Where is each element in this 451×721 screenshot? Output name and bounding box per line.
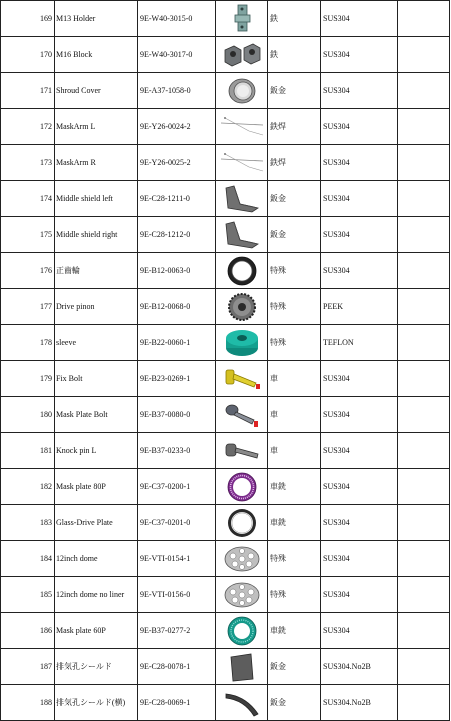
part-image (216, 1, 268, 37)
part-name: 12inch dome (55, 541, 138, 577)
item-number: 175 (1, 217, 55, 253)
part-image (216, 109, 268, 145)
table-row (1, 505, 450, 541)
process-type: 鈑金 (268, 181, 321, 217)
table-row (1, 325, 450, 361)
part-code: 9E-W40-3015-0 (138, 1, 216, 37)
mask-arm-icon (216, 115, 267, 139)
remarks-cell (398, 361, 450, 397)
plate-bolt-icon (216, 400, 267, 430)
item-number: 173 (1, 145, 55, 181)
material: SUS304 (321, 1, 398, 37)
table-row (1, 685, 450, 721)
material: SUS304 (321, 109, 398, 145)
part-image (216, 181, 268, 217)
remarks-cell (398, 217, 450, 253)
part-code: 9E-VTI-0156-0 (138, 577, 216, 613)
ring-gear-icon (216, 255, 267, 287)
material: SUS304 (321, 613, 398, 649)
part-code: 9E-B22-0060-1 (138, 325, 216, 361)
item-number: 187 (1, 649, 55, 685)
shield-bracket-icon (216, 184, 267, 214)
remarks-cell (398, 469, 450, 505)
table-row (1, 541, 450, 577)
flat-plate-icon (216, 651, 267, 683)
table-row (1, 253, 450, 289)
part-code: 9E-C28-0069-1 (138, 685, 216, 721)
remarks-cell (398, 325, 450, 361)
part-name: Knock pin L (55, 433, 138, 469)
remarks-cell (398, 1, 450, 37)
remarks-cell (398, 541, 450, 577)
remarks-cell (398, 613, 450, 649)
process-type: 鈑金 (268, 73, 321, 109)
part-name: MaskArm R (55, 145, 138, 181)
part-code: 9E-B23-0269-1 (138, 361, 216, 397)
shield-bracket-icon (216, 220, 267, 250)
process-type: 特殊 (268, 577, 321, 613)
knock-pin-icon (216, 439, 267, 463)
part-image (216, 397, 268, 433)
process-type: 鉄 (268, 37, 321, 73)
material: SUS304 (321, 469, 398, 505)
part-code: 9E-B37-0277-2 (138, 613, 216, 649)
part-image (216, 361, 268, 397)
table-row (1, 37, 450, 73)
table-row (1, 433, 450, 469)
item-number: 170 (1, 37, 55, 73)
table-row (1, 613, 450, 649)
item-number: 183 (1, 505, 55, 541)
part-name: M13 Holder (55, 1, 138, 37)
mask-plate-80p-icon (216, 471, 267, 503)
remarks-cell (398, 433, 450, 469)
process-type: 特殊 (268, 541, 321, 577)
part-name: Fix Bolt (55, 361, 138, 397)
remarks-cell (398, 289, 450, 325)
remarks-cell (398, 649, 450, 685)
material: SUS304 (321, 433, 398, 469)
holder-part-icon (216, 3, 267, 35)
part-code: 9E-Y26-0025-2 (138, 145, 216, 181)
part-code: 9E-C28-1211-0 (138, 181, 216, 217)
curved-shield-icon (216, 688, 267, 718)
process-type: 車銑 (268, 469, 321, 505)
material: SUS304.No2B (321, 685, 398, 721)
remarks-cell (398, 73, 450, 109)
part-image (216, 217, 268, 253)
part-name: Mask Plate Bolt (55, 397, 138, 433)
part-name: 排気孔シールド (55, 649, 138, 685)
bolt-icon (216, 365, 267, 393)
table-row (1, 109, 450, 145)
material: SUS304 (321, 577, 398, 613)
table-row (1, 181, 450, 217)
process-type: 鉄焊 (268, 109, 321, 145)
part-image (216, 577, 268, 613)
part-image (216, 145, 268, 181)
block-part-icon (216, 40, 267, 70)
part-code: 9E-B37-0233-0 (138, 433, 216, 469)
remarks-cell (398, 109, 450, 145)
part-code: 9E-Y26-0024-2 (138, 109, 216, 145)
part-code: 9E-B37-0080-0 (138, 397, 216, 433)
part-name: sleeve (55, 325, 138, 361)
pinion-gear-icon (216, 291, 267, 323)
part-image (216, 613, 268, 649)
part-name: Glass-Drive Plate (55, 505, 138, 541)
process-type: 車 (268, 433, 321, 469)
dome-icon (216, 544, 267, 574)
item-number: 169 (1, 1, 55, 37)
material: PEEK (321, 289, 398, 325)
process-type: 鉄焊 (268, 145, 321, 181)
item-number: 176 (1, 253, 55, 289)
material: TEFLON (321, 325, 398, 361)
material: SUS304 (321, 253, 398, 289)
part-name: Shroud Cover (55, 73, 138, 109)
shroud-cover-icon (216, 77, 267, 105)
remarks-cell (398, 505, 450, 541)
process-type: 鈑金 (268, 217, 321, 253)
item-number: 185 (1, 577, 55, 613)
material: SUS304 (321, 217, 398, 253)
process-type: 車銑 (268, 505, 321, 541)
item-number: 177 (1, 289, 55, 325)
remarks-cell (398, 577, 450, 613)
part-name: Drive pinon (55, 289, 138, 325)
process-type: 鈑金 (268, 649, 321, 685)
sleeve-icon (216, 328, 267, 358)
material: SUS304 (321, 397, 398, 433)
item-number: 171 (1, 73, 55, 109)
process-type: 特殊 (268, 289, 321, 325)
item-number: 178 (1, 325, 55, 361)
part-code: 9E-C37-0200-1 (138, 469, 216, 505)
part-name: Middle shield right (55, 217, 138, 253)
item-number: 188 (1, 685, 55, 721)
remarks-cell (398, 145, 450, 181)
table-row (1, 1, 450, 37)
item-number: 174 (1, 181, 55, 217)
material: SUS304 (321, 181, 398, 217)
part-image (216, 541, 268, 577)
part-image (216, 325, 268, 361)
part-name: 正齒輪 (55, 253, 138, 289)
item-number: 182 (1, 469, 55, 505)
remarks-cell (398, 397, 450, 433)
part-code: 9E-B12-0063-0 (138, 253, 216, 289)
table-row (1, 469, 450, 505)
item-number: 181 (1, 433, 55, 469)
glass-drive-plate-icon (216, 507, 267, 539)
process-type: 特殊 (268, 253, 321, 289)
part-name: Middle shield left (55, 181, 138, 217)
material: SUS304 (321, 37, 398, 73)
material: SUS304 (321, 541, 398, 577)
remarks-cell (398, 253, 450, 289)
material: SUS304 (321, 361, 398, 397)
part-name: M16 Block (55, 37, 138, 73)
material: SUS304 (321, 145, 398, 181)
material: SUS304 (321, 505, 398, 541)
material: SUS304.No2B (321, 649, 398, 685)
part-name: MaskArm L (55, 109, 138, 145)
dome-icon (216, 580, 267, 610)
part-code: 9E-A37-1058-0 (138, 73, 216, 109)
part-name: Mask plate 80P (55, 469, 138, 505)
part-code: 9E-C28-1212-0 (138, 217, 216, 253)
process-type: 特殊 (268, 325, 321, 361)
part-code: 9E-C28-0078-1 (138, 649, 216, 685)
part-name: 排気孔シールド(横) (55, 685, 138, 721)
table-row (1, 73, 450, 109)
part-image (216, 253, 268, 289)
table-row (1, 397, 450, 433)
part-code: 9E-W40-3017-0 (138, 37, 216, 73)
process-type: 鉄 (268, 1, 321, 37)
part-image (216, 685, 268, 721)
remarks-cell (398, 181, 450, 217)
part-code: 9E-B12-0068-0 (138, 289, 216, 325)
item-number: 179 (1, 361, 55, 397)
table-row (1, 649, 450, 685)
item-number: 172 (1, 109, 55, 145)
process-type: 車銑 (268, 613, 321, 649)
part-image (216, 289, 268, 325)
mask-arm-icon (216, 151, 267, 175)
table-row (1, 577, 450, 613)
process-type: 車 (268, 397, 321, 433)
table-row (1, 145, 450, 181)
table-row (1, 289, 450, 325)
part-code: 9E-C37-0201-0 (138, 505, 216, 541)
part-code: 9E-VTI-0154-1 (138, 541, 216, 577)
remarks-cell (398, 37, 450, 73)
part-image (216, 37, 268, 73)
part-image (216, 73, 268, 109)
part-image (216, 469, 268, 505)
item-number: 184 (1, 541, 55, 577)
item-number: 186 (1, 613, 55, 649)
part-image (216, 433, 268, 469)
part-image (216, 505, 268, 541)
process-type: 車 (268, 361, 321, 397)
part-name: Mask plate 60P (55, 613, 138, 649)
table-row (1, 361, 450, 397)
mask-plate-60p-icon (216, 615, 267, 647)
item-number: 180 (1, 397, 55, 433)
material: SUS304 (321, 73, 398, 109)
remarks-cell (398, 685, 450, 721)
part-image (216, 649, 268, 685)
part-name: 12inch dome no liner (55, 577, 138, 613)
table-row (1, 217, 450, 253)
process-type: 鈑金 (268, 685, 321, 721)
